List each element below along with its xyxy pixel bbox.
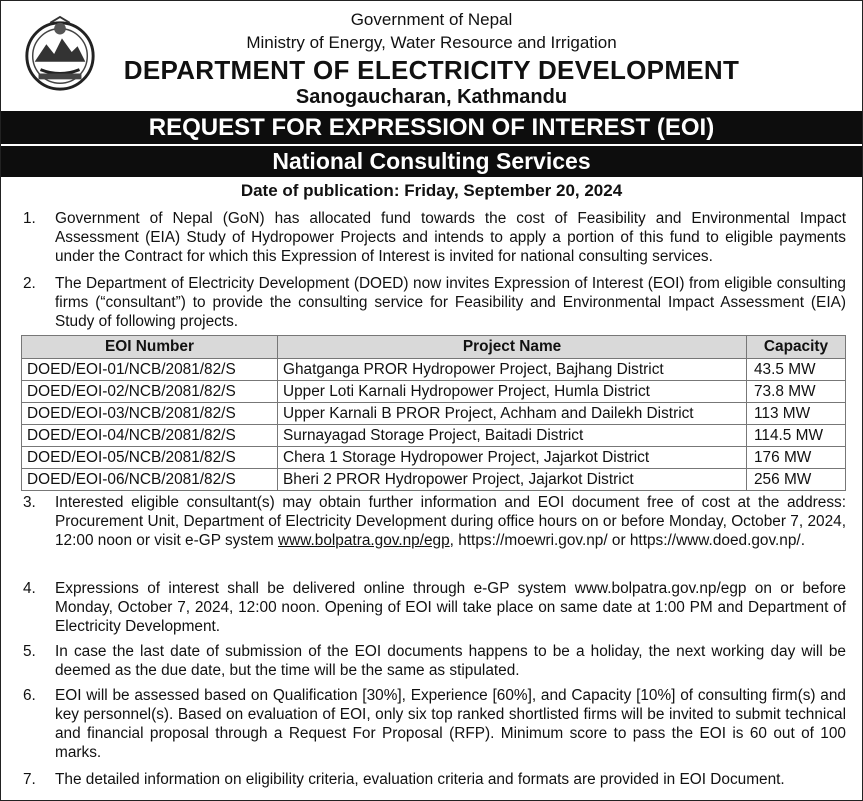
project-name-cell: Upper Karnali B PROR Project, Achham and Dailekh District <box>278 403 747 425</box>
paragraph-number: 1. <box>23 210 36 227</box>
ministry-name: Ministry of Energy, Water Resource and Irrigation <box>246 33 617 52</box>
capacity-cell: 176 MW <box>747 447 846 469</box>
paragraph-text: The Department of Electricity Development (DOED) now invites Expression of Interest (EOI) from eligible consulting firms (“consultant”) to provide the consulting service for Feasibility and Environmental Impact Assessment (EIA) Study of following projects. <box>55 275 846 330</box>
government-name: Government of Nepal <box>350 10 513 29</box>
table-row <box>22 359 846 381</box>
paragraph-text-part: , https://moewri.gov.np/ or https://www.doed.gov.np/. <box>449 532 805 549</box>
paragraph-text <box>55 493 846 550</box>
paragraph-number: 2. <box>23 275 36 292</box>
capacity-cell: 114.5 MW <box>747 425 846 447</box>
table-row <box>22 469 846 491</box>
project-name-cell: Upper Loti Karnali Hydropower Project, Humla District <box>278 381 747 403</box>
publication-date: Date of publication: Friday, September 20, 2024 <box>240 181 623 200</box>
paragraph-number: 5. <box>23 643 36 660</box>
eoi-number-cell: DOED/EOI-03/NCB/2081/82/S <box>22 403 278 425</box>
paragraph-number: 3. <box>23 494 36 511</box>
column-header-capacity: Capacity <box>747 336 846 359</box>
project-name-cell: Ghatganga PROR Hydropower Project, Bajhang District <box>278 359 747 381</box>
column-header-project-name: Project Name <box>278 336 747 359</box>
project-name-cell: Bheri 2 PROR Hydropower Project, Jajarkot District <box>278 469 747 491</box>
capacity-cell: 113 MW <box>747 403 846 425</box>
table-row <box>22 381 846 403</box>
eoi-projects-table <box>21 335 846 491</box>
notice-subtitle: National Consulting Services <box>1 146 862 177</box>
column-header-eoi-number: EOI Number <box>22 336 278 359</box>
paragraph-text: In case the last date of submission of the EOI documents happens to be a holiday, the next working day will be deemed as the due date, but the time will be the same as stipulated. <box>55 643 846 679</box>
eoi-number-cell: DOED/EOI-04/NCB/2081/82/S <box>22 425 278 447</box>
department-name: DEPARTMENT OF ELECTRICITY DEVELOPMENT <box>123 55 740 85</box>
paragraph-number: 6. <box>23 687 36 704</box>
eoi-number-cell: DOED/EOI-02/NCB/2081/82/S <box>22 381 278 403</box>
eoi-number-cell: DOED/EOI-01/NCB/2081/82/S <box>22 359 278 381</box>
table-row <box>22 403 846 425</box>
capacity-cell: 73.8 MW <box>747 381 846 403</box>
project-name-cell: Chera 1 Storage Hydropower Project, Jajarkot District <box>278 447 747 469</box>
department-address: Sanogaucharan, Kathmandu <box>295 86 568 108</box>
capacity-cell: 256 MW <box>747 469 846 491</box>
paragraph-number: 7. <box>23 771 36 788</box>
table-row <box>22 447 846 469</box>
notice-title: REQUEST FOR EXPRESSION OF INTEREST (EOI) <box>1 111 862 144</box>
eoi-number-cell: DOED/EOI-05/NCB/2081/82/S <box>22 447 278 469</box>
paragraph-number: 4. <box>23 580 36 597</box>
table-row <box>22 425 846 447</box>
paragraph-text-part: Interested eligible consultant(s) may obtain further information and EOI document free of cost at the address: Procurement Unit, Department of Electricity Development during office hours on or before Monday, October 7, 2024, 12:00 noon or visit e-GP system <box>55 494 846 549</box>
project-name-cell: Surnayagad Storage Project, Baitadi District <box>278 425 747 447</box>
bolpatra-egp-link[interactable]: www.bolpatra.gov.np/egp <box>277 532 450 549</box>
eoi-number-cell: DOED/EOI-06/NCB/2081/82/S <box>22 469 278 491</box>
paragraph-text: Government of Nepal (GoN) has allocated fund towards the cost of Feasibility and Environmental Impact Assessment (EIA) Study of Hydropower Projects and intends to apply a portion of this fund to eligible payments under the Contract for which this Expression of Interest is invited for national consulting services. <box>55 210 846 265</box>
paragraph-text: EOI will be assessed based on Qualification [30%], Experience [60%], and Capacity [10%] of consulting firm(s) and key personnel(s). Based on evaluation of EOI, only six top ranked shortlisted firms will be invited to submit technical and financial proposal through a Request For Proposal (RFP). Minimum score to pass the EOI is 60 out of 100 marks. <box>55 687 846 761</box>
paragraph-text: Expressions of interest shall be delivered online through e-GP system www.bolpatra.gov.np/egp on or before Monday, October 7, 2024, 12:00 noon. Opening of EOI will take place on same date at 1:00 PM and Department of Electricity Development. <box>55 580 846 635</box>
capacity-cell: 43.5 MW <box>747 359 846 381</box>
table-header-row <box>22 336 846 359</box>
paragraph-text: The detailed information on eligibility criteria, evaluation criteria and formats are provided in EOI Document. <box>55 771 785 788</box>
